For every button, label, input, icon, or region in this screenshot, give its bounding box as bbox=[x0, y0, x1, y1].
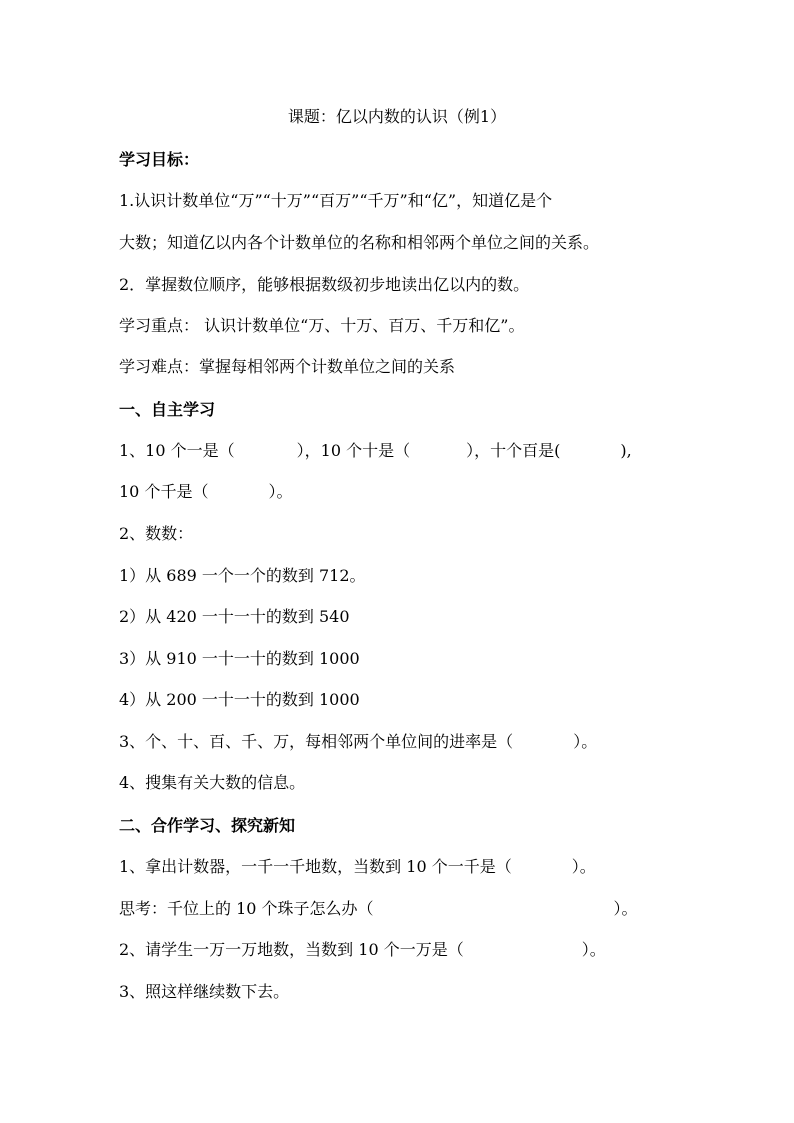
section-2-heading: 二、合作学习、探究新知 bbox=[119, 816, 296, 835]
question-3 bbox=[119, 732, 597, 752]
goals-heading: 学习目标： bbox=[119, 150, 200, 169]
lesson-title: 课题：亿以内数的认识（例1） bbox=[287, 107, 507, 126]
question-1 bbox=[119, 441, 632, 461]
goal-2: 2．掌握数位顺序，能够根据数级初步地读出亿以内的数。 bbox=[119, 275, 530, 294]
question-1-line-2-part-b: ）。 bbox=[268, 482, 293, 501]
think-prompt bbox=[119, 899, 638, 919]
question-4: 4、搜集有关大数的信息。 bbox=[119, 773, 306, 792]
practice-2-part-b: ）。 bbox=[581, 940, 606, 959]
question-1-part-b: ），10 个十是（ bbox=[296, 441, 411, 460]
question-1-part-d: ), bbox=[620, 441, 632, 460]
question-2-item-2: 2）从 420 一十一十的数到 540 bbox=[119, 607, 350, 626]
question-2-item-3: 3）从 910 一十一十的数到 1000 bbox=[119, 649, 360, 668]
think-prompt-part-b: ）。 bbox=[613, 899, 638, 918]
practice-3: 3、照这样继续数下去。 bbox=[119, 982, 290, 1001]
practice-1 bbox=[119, 857, 596, 877]
question-2-item-1: 1）从 689 一个一个的数到 712。 bbox=[119, 566, 366, 585]
section-1-heading: 一、自主学习 bbox=[119, 400, 216, 419]
practice-2 bbox=[119, 940, 606, 960]
goal-1-line-1: 1.认识计数单位“万”“十万”“百万”“千万”和“亿”，知道亿是个 bbox=[119, 191, 553, 210]
practice-2-part-a: 2、请学生一万一万地数，当数到 10 个一万是（ bbox=[119, 940, 464, 959]
question-3-part-b: ）。 bbox=[573, 732, 598, 751]
think-prompt-part-a: 思考：千位上的 10 个珠子怎么办（ bbox=[119, 899, 374, 918]
question-2: 2、数数： bbox=[119, 524, 194, 543]
practice-1-part-b: ）。 bbox=[571, 857, 596, 876]
key-point: 学习重点： 认识计数单位“万、十万、百万、千万和亿”。 bbox=[119, 316, 525, 335]
goal-1-line-2: 大数；知道亿以内各个计数单位的名称和相邻两个单位之间的关系。 bbox=[119, 233, 600, 252]
difficulty: 学习难点：掌握每相邻两个计数单位之间的关系 bbox=[119, 357, 456, 376]
question-1-line-2 bbox=[119, 482, 292, 502]
question-1-part-a: 1、10 个一是（ bbox=[119, 441, 235, 460]
practice-1-part-a: 1、拿出计数器，一千一千地数，当数到 10 个一千是（ bbox=[119, 857, 512, 876]
question-1-line-2-part-a: 10 个千是（ bbox=[119, 482, 209, 501]
question-3-part-a: 3、个、十、百、千、万，每相邻两个单位间的进率是（ bbox=[119, 732, 514, 751]
question-2-item-4: 4）从 200 一十一十的数到 1000 bbox=[119, 690, 360, 709]
question-1-part-c: ），十个百是( bbox=[466, 441, 561, 460]
